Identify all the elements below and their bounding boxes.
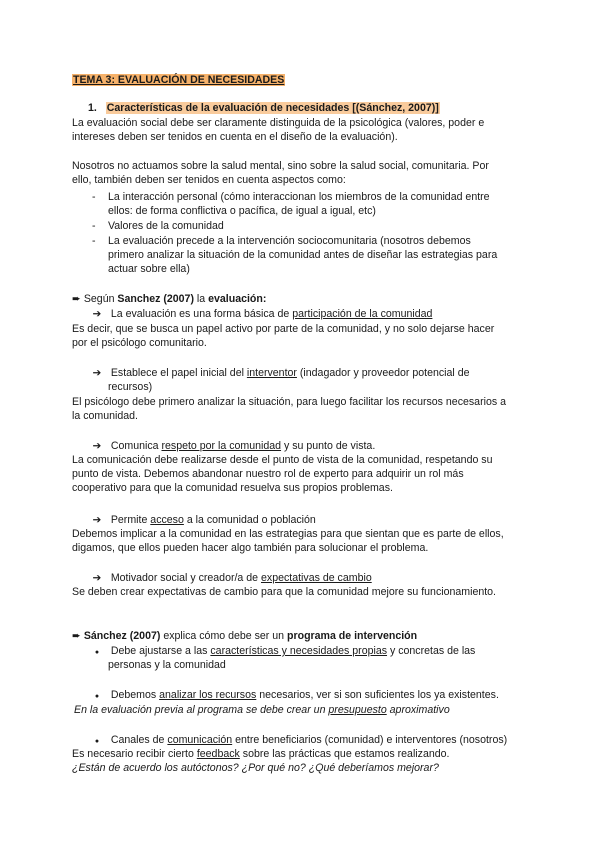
bullet-continuation: personas y la comunidad [108,659,226,671]
explanation-line: cooperativo para que la comunidad resuelva sus propios problemas. [72,482,393,494]
explanation-line: Debemos implicar a la comunidad en las estrategias para que sientan que es parte de ellos, [72,528,504,540]
explanation-line: El psicólogo debe primero analizar la situación, para luego facilitar los recursos necesarios a [72,396,506,408]
list-item: ellos: de forma conflictiva o pacífica, de igual a igual, etc) [108,205,376,217]
list-item: actuar sobre ella) [108,263,190,275]
explanation-line: Se deben crear expectativas de cambio para que la comunidad mejore su funcionamiento. [72,586,497,598]
list-item: La evaluación precede a la intervención sociocomunitaria (nosotros debemos [108,235,471,247]
arrow-icon: ➔ [92,514,102,526]
dash-marker: - [92,235,96,247]
arrow-icon: ➔ [92,367,102,379]
explanation-line: la comunidad. [72,410,138,422]
bullet-item: ● Debe ajustarse a las características y necesidades propias y concretas de las [92,644,475,660]
arrow-icon: ➔ [92,572,102,584]
arrow-icon: ➨ [72,630,81,642]
arrow-icon: ➨ [72,293,81,305]
arrow-point: ➔ Motivador social y creador/a de expectativas de cambio [92,572,372,584]
segun-heading: ➨ Según Sanchez (2007) la evaluación: [72,293,267,305]
programa-heading: ➨ Sánchez (2007) explica cómo debe ser un programa de intervención [72,630,418,642]
bullet-icon: ● [94,738,100,745]
list-item: Valores de la comunidad [108,220,224,232]
arrow-point: ➔ Establece el papel inicial del interventor (indagador y proveedor potencial de [92,367,470,379]
arrow-point-continuation: recursos) [108,381,153,393]
arrow-point: ➔ Comunica respeto por la comunidad y su punto de vista. [92,440,376,452]
explanation-line: punto de vista. Debemos abandonar nuestro rol de experto para adquirir un rol más [72,468,464,480]
italic-note: En la evaluación previa al programa se debe crear un presupuesto aproximativo [74,704,450,716]
paragraph-line: La evaluación social debe ser claramente distinguida de la psicológica (valores, poder e [72,117,485,129]
arrow-icon: ➔ [92,440,102,452]
paragraph-line: ello, también deben ser tenidos en cuenta aspectos como: [72,174,346,186]
bullet-item: ● Canales de comunicación entre beneficiarios (comunidad) e interventores (nosotros) [92,733,507,749]
section-heading: 1. Características de la evaluación de necesidades [(Sánchez, 2007)] [88,102,439,114]
bullet-item: ● Debemos analizar los recursos necesarios, ver si son suficientes los ya existentes. [92,688,499,704]
document-title: TEMA 3: EVALUACIÓN DE NECESIDADES [73,74,285,86]
arrow-icon: ➔ [92,308,102,320]
explanation-line: Es necesario recibir cierto feedback sobre las prácticas que estamos realizando. [72,748,450,760]
dash-marker: - [92,191,96,203]
arrow-point: ➔ Permite acceso a la comunidad o población [92,514,316,526]
bullet-icon: ● [94,693,100,700]
dash-marker: - [92,220,96,232]
explanation-line: digamos, que ellos pueden hacer algo también para solucionar el problema. [72,542,429,554]
bullet-icon: ● [94,649,100,656]
arrow-point: ➔ La evaluación es una forma básica de participación de la comunidad [92,308,433,320]
explanation-line: por el psicólogo comunitario. [72,337,207,349]
paragraph-line: intereses deben ser tenidos en cuenta en el diseño de la evaluación). [72,131,398,143]
list-item: La interacción personal (cómo interaccionan los miembros de la comunidad entre [108,191,490,203]
explanation-line: La comunicación debe realizarse desde el punto de vista de la comunidad, respetando su [72,454,493,466]
explanation-line: Es decir, que se busca un papel activo por parte de la comunidad, y no solo dejarse hacer [72,323,495,335]
paragraph-line: Nosotros no actuamos sobre la salud mental, sino sobre la salud social, comunitaria. Por [72,160,489,172]
italic-question: ¿Están de acuerdo los autóctonos? ¿Por qué no? ¿Qué deberíamos mejorar? [72,762,439,774]
list-item: primero analizar la situación de la comunidad antes de diseñar las estrategias para [108,249,498,261]
